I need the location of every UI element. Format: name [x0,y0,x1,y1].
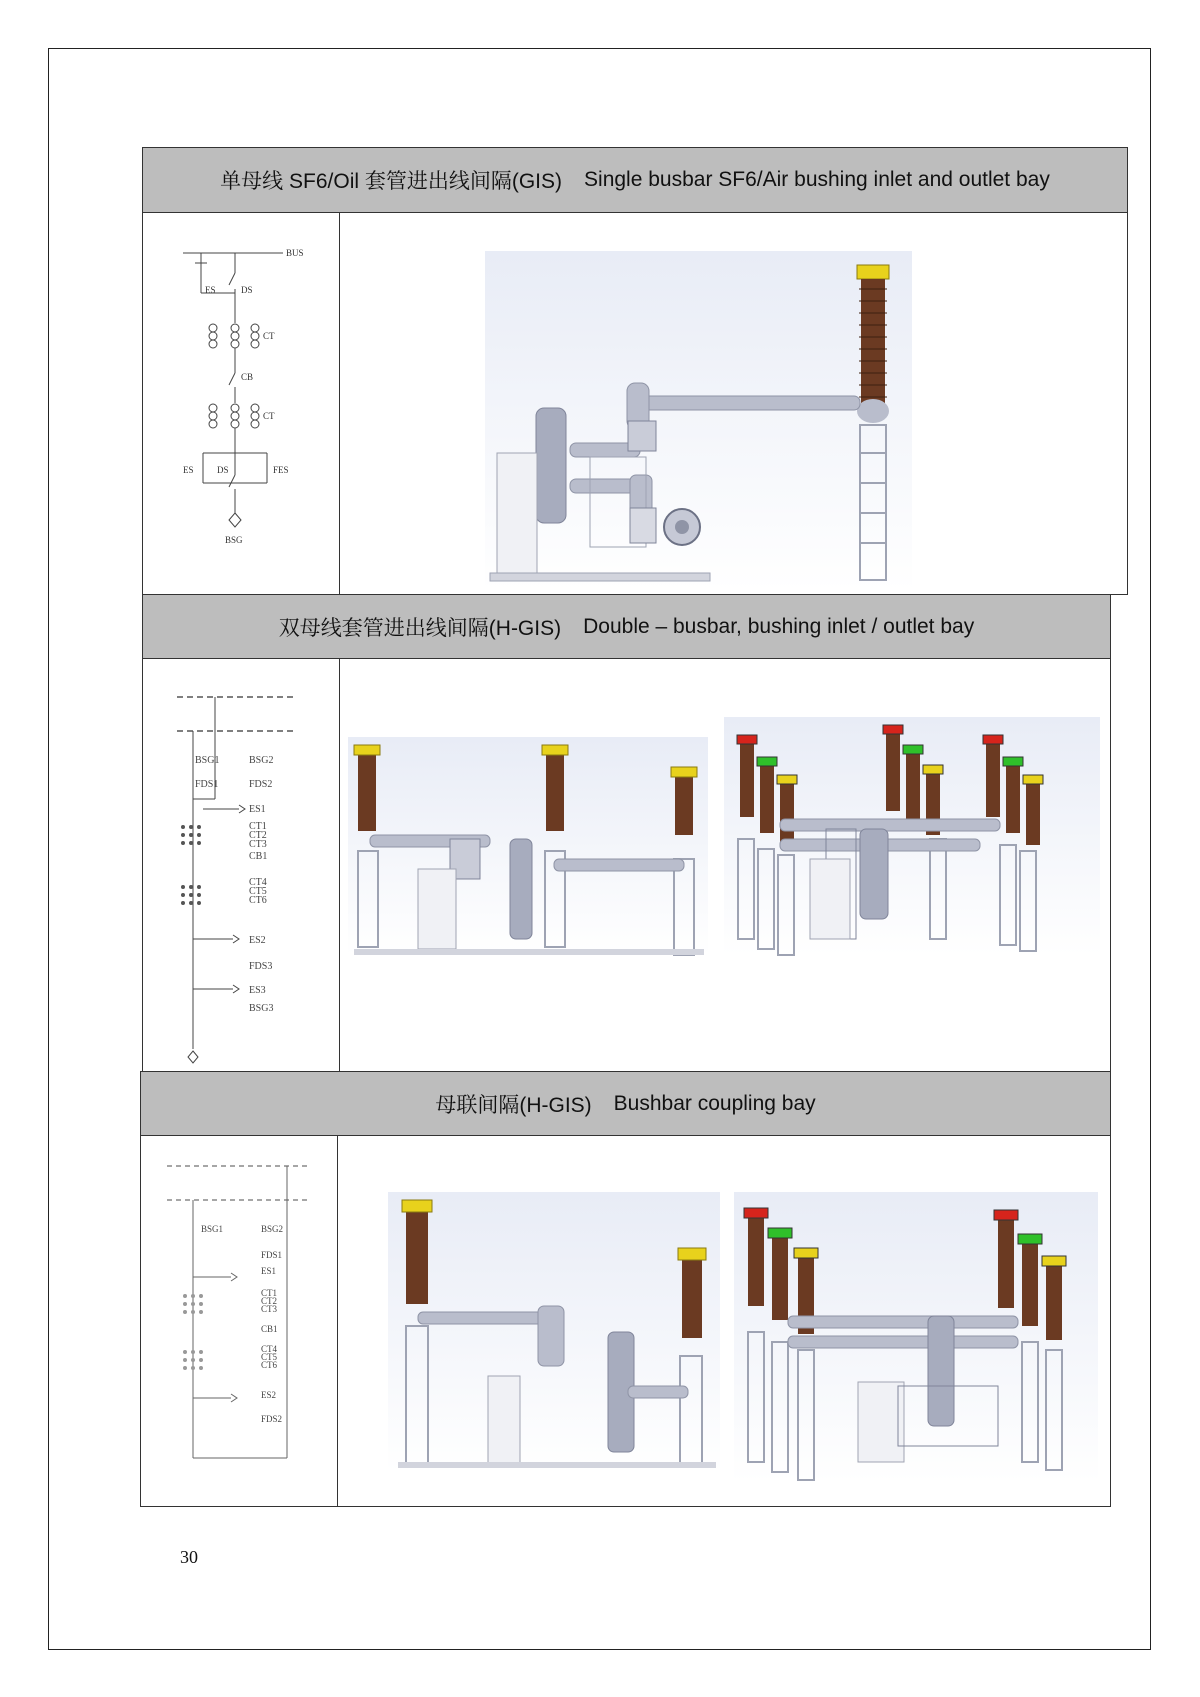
diag3-ct6-label: CT6 [261,1360,278,1370]
section-1-image-cell [339,212,1128,595]
gis-render-3 [338,1136,1110,1506]
diag2-es3-label: ES3 [249,985,266,996]
diag3-ct3-label: CT3 [261,1304,278,1314]
diag1-ct2-label: CT [263,411,275,421]
section-3-image-cell [337,1135,1111,1507]
diag2-cb1-label: CB1 [249,851,268,862]
diag3-ct4-label: CT4 [261,1344,278,1354]
section-2-title-zh: 双母线套管进出线间隔(H-GIS) [278,616,562,640]
diag2-bsg1-label: BSG1 [195,755,220,766]
diag1-cb-label: CB [241,372,254,382]
section-3-title-en: Bushbar coupling bay [613,1091,816,1115]
diag2-es1-label: ES1 [249,804,266,815]
diag3-cb1-label: CB1 [261,1324,278,1334]
section-1-diagram-cell [142,212,340,595]
diag1-es2-label: ES [183,465,194,475]
diag3-bsg1-label: BSG1 [201,1224,224,1234]
diag2-ct1-label: CT1 [249,821,267,832]
section-3-diagram-cell [140,1135,338,1507]
diag3-ct2-label: CT2 [261,1296,278,1306]
diag3-fds1-label: FDS1 [261,1250,283,1260]
diag2-ct2-label: CT2 [249,830,267,841]
gis-render-1 [340,213,1127,594]
section-3-header [140,1071,1111,1136]
diag1-ds-label: DS [241,285,253,295]
page-number: 30 [180,1547,198,1567]
diag2-fds3-label: FDS3 [249,961,273,972]
single-line-diagram-3 [141,1136,337,1506]
diag1-fes-label: FES [273,465,289,475]
diag2-ct3-label: CT3 [249,839,267,850]
section-1-title-zh: 单母线 SF6/Oil 套管进出线间隔(GIS) [220,170,563,193]
diag2-ct4-label: CT4 [249,877,267,888]
diag2-es2-label: ES2 [249,935,266,946]
single-line-diagram-1 [143,213,339,594]
diag2-fds1-label: FDS1 [195,779,219,790]
diag3-ct5-label: CT5 [261,1352,278,1362]
section-3-title-zh: 母联间隔(H-GIS) [435,1093,592,1117]
diag1-ct-label: CT [263,331,275,341]
section-2-header [142,594,1111,659]
diag2-ct6-label: CT6 [249,895,267,906]
section-2-diagram-cell [142,658,340,1084]
diag1-es-label: ES [205,285,216,295]
diag2-fds2-label: FDS2 [249,779,273,790]
diag1-bsg-label: BSG [225,535,243,545]
section-1-header [142,147,1128,213]
gis-render-2 [340,659,1110,1083]
diag3-bsg2-label: BSG2 [261,1224,284,1234]
diag1-bus-label: BUS [286,248,304,258]
diag3-es1-label: ES1 [261,1266,277,1276]
single-line-diagram-2 [143,659,339,1083]
section-2-title-en: Double – busbar, bushing inlet / outlet bay [583,614,975,638]
diag2-ct5-label: CT5 [249,886,267,897]
diag3-es2-label: ES2 [261,1390,277,1400]
diag3-ct1-label: CT1 [261,1288,278,1298]
diag2-bsg2-label: BSG2 [249,755,274,766]
section-1-title-en: Single busbar SF6/Air bushing inlet and outlet bay [584,168,1050,191]
diag1-ds2-label: DS [217,465,229,475]
diag2-bsg3-label: BSG3 [249,1003,274,1014]
section-2-image-cell [339,658,1111,1084]
diag3-fds2-label: FDS2 [261,1414,283,1424]
